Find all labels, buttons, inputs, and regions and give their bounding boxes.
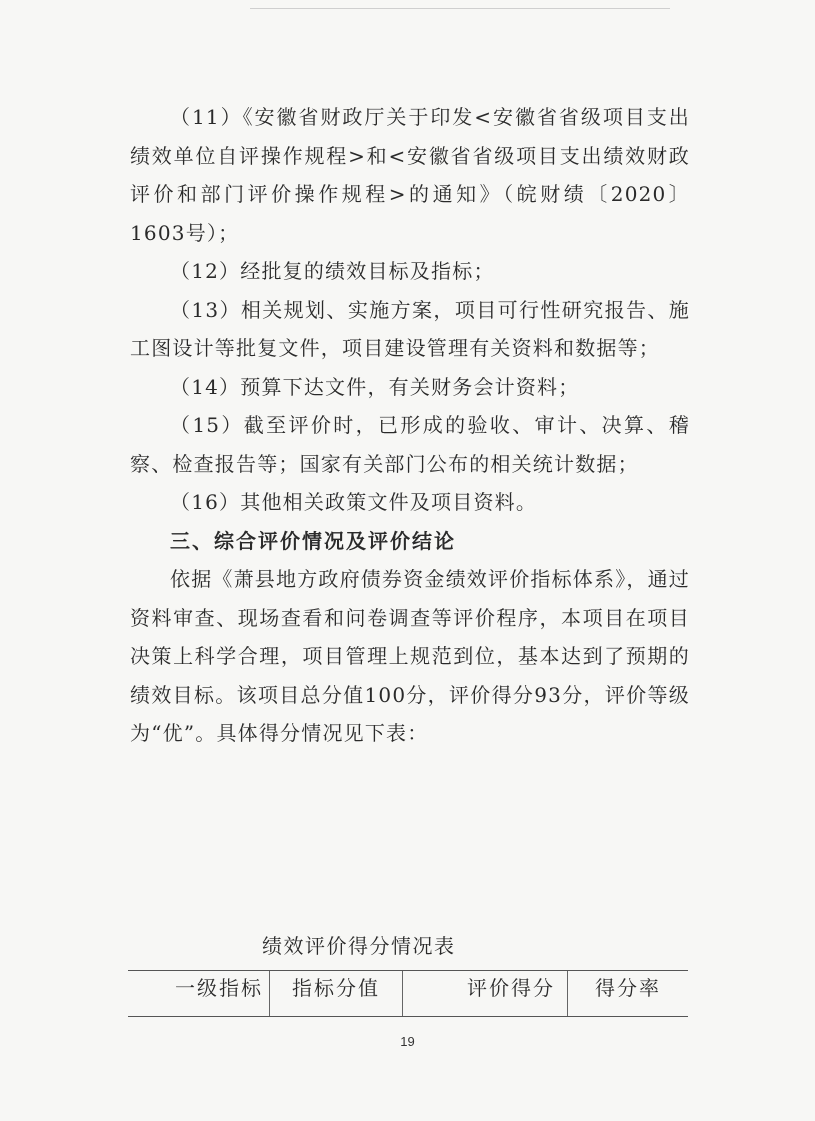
table-header-indicator-score: 指标分值 xyxy=(270,971,403,1016)
paragraph-11: （11）《安徽省财政厅关于印发<安徽省省级项目支出绩效单位自评操作规程>和<安徽省省级项目支出绩效财政评价和部门评价操作规程>的通知》（皖财绩〔2020〕1603号）； xyxy=(130,105,690,245)
paragraph-16: （16）其他相关政策文件及项目资料。 xyxy=(170,490,538,514)
paragraph-14: （14）预算下达文件，有关财务会计资料； xyxy=(170,374,580,399)
conclusion-paragraph: 依据《萧县地方政府债券资金绩效评价指标体系》，通过资料审查、现场查看和问卷调查等评价程序，本项目在项目决策上科学合理，项目管理上规范到位，基本达到了预期的绩效目标。该项目总分值100分，评价得分93分，评价等级为“优”。具体得分情况见下表： xyxy=(130,567,690,745)
paragraph-15: （15）截至评价时，已形成的验收、审计、决算、稽察、检查报告等；国家有关部门公布的相关统计数据； xyxy=(130,413,690,476)
table-header-level1-indicator: 一级指标 xyxy=(128,971,270,1016)
scan-edge-line xyxy=(250,8,670,9)
paragraph-12: （12）经批复的绩效目标及指标； xyxy=(170,259,495,283)
section-heading: 三、综合评价情况及评价结论 xyxy=(170,528,456,553)
body-text xyxy=(130,98,690,753)
table-header-score-rate: 得分率 xyxy=(595,976,661,1000)
table-title: 绩效评价得分情况表 xyxy=(262,934,456,958)
page-number: 19 xyxy=(400,1034,415,1049)
table-header-evaluation-score: 评价得分 xyxy=(403,971,568,1016)
paragraph-13: （13）相关规划、实施方案，项目可行性研究报告、施工图设计等批复文件，项目建设管理有关资料和数据等； xyxy=(130,297,690,360)
score-table xyxy=(128,970,688,1017)
